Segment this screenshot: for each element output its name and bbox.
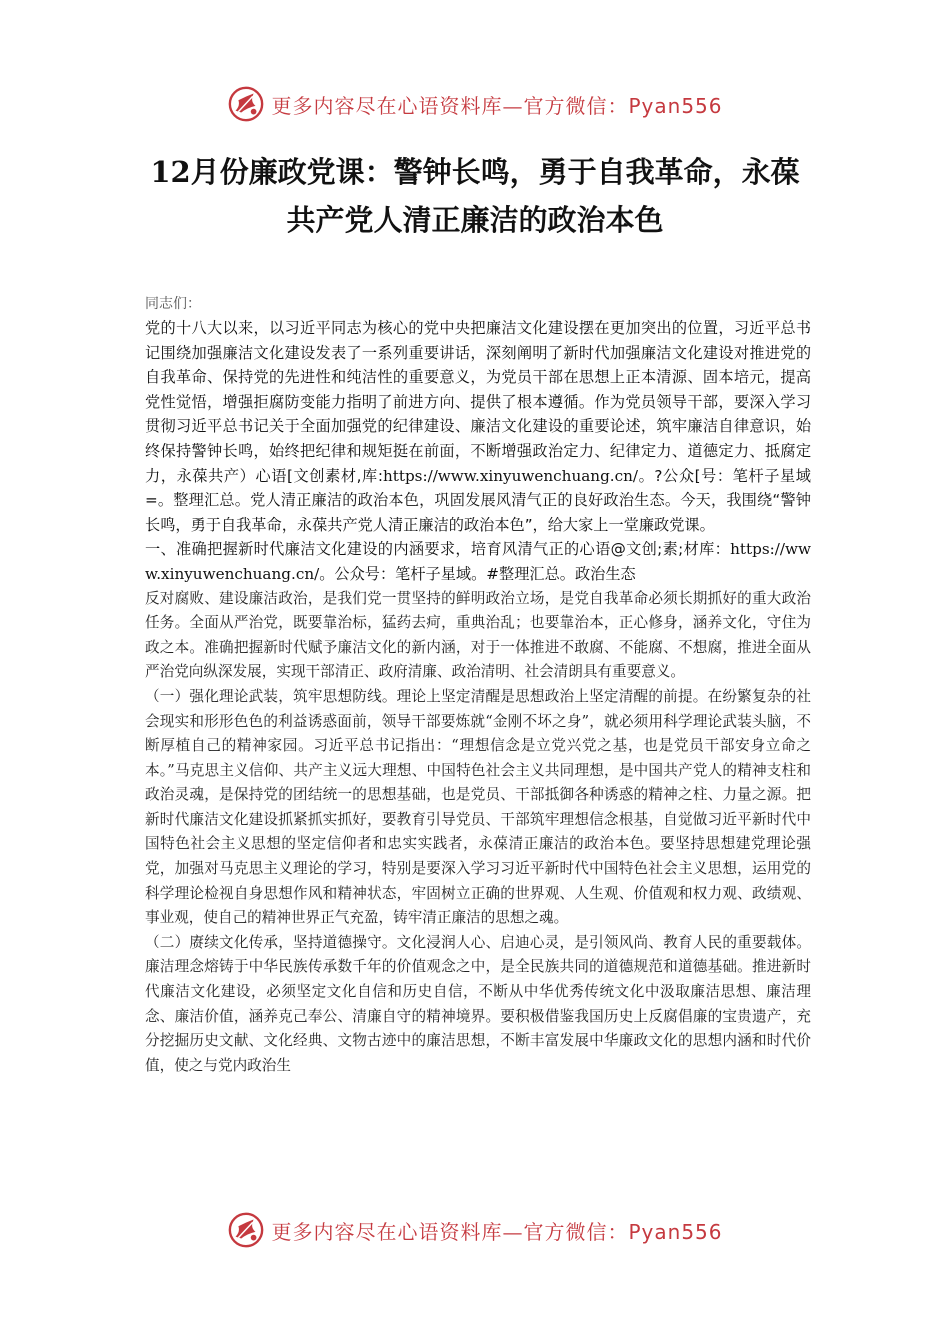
section-1-heading — [145, 537, 811, 586]
section-1-body: 反对腐败、建设廉洁政治，是我们党一贯坚持的鲜明政治立场，是党自我革命必须长期抓好的重大政治任务。全面从严治党，既要靠治标，猛药去疴，重典治乱；也要靠治本，正心修身，涵养文化，守住为政之本。准确把握新时代赋予廉洁文化的新内涵，对于一体推进不敢腐、不能腐、不想腐，推进全面从严治党向纵深发展，实现干部清正、政府清廉、政治清明、社会清朗具有重要意义。 — [145, 589, 811, 681]
intro-url-link[interactable]: https://www.xinyuwenchuang.cn/ — [382, 466, 639, 485]
subsection-one-paragraph: （一）强化理论武装，筑牢思想防线。理论上坚定清醒是思想政治上坚定清醒的前提。在纷繁复杂的社会现实和形形色色的利益诱惑面前，领导干部要炼就“金刚不坏之身”，就必须用科学理论武装头脑，不断厚植自己的精神家园。习近平总书记指出：“理想信念是立党兴党之基，也是党员干部安身立命之本。”马克思主义信仰、共产主义远大理想、中国特色社会主义共同理想，是中国共产党人的精神支柱和政治灵魂，是保持党的团结统一的思想基础，也是党员、干部抵御各种诱惑的精神之柱、力量之源。把新时代廉洁文化建设抓紧抓实抓好，要教育引导党员、干部筑牢理想信念根基，自觉做习近平新时代中国特色社会主义思想的坚定信仰者和忠实实践者，永葆清正廉洁的政治本色。要坚持思想建党理论强党，加强对马克思主义理论的学习，特别是要深入学习习近平新时代中国特色社会主义思想，运用党的科学理论检视自身思想作风和精神状态，牢固树立正确的世界观、人生观、价值观和权力观、政绩观、事业观，使自己的精神世界正气充盈，铸牢清正廉洁的思想之魂。 — [145, 687, 811, 927]
brand-logo-icon — [227, 1211, 265, 1249]
intro-text-1: 党的十八大以来，以习近平同志为核心的党中央把廉洁文化建设摆在更加突出的位置，习近平总书记围绕加强廉洁文化建设发表了一系列重要讲话，深刻阐明了新时代加强廉洁文化建设对推进党的自我革命、保持党的先进性和纯洁性的重要意义，为党员干部在思想上正本清源、固本培元，提高党性觉悟，增强拒腐防变能力指明了前进方向、提供了根本遵循。作为党员领导干部，要深入学习贯彻习近平总书记关于全面加强党的纪律建设、廉洁文化建设的重要论述，筑牢廉洁自律意识，始终保持警钟长鸣，始终把纪律和规矩挺在前面，不断增强政治定力、纪律定力、道德定力、抵腐定力，永葆共产）心语[文创素材,库: — [145, 319, 811, 485]
title-line-1: 12月份廉政党课：警钟长鸣，勇于自我革命，永葆 — [150, 155, 800, 189]
banner-wechat-id: Pyan556 — [628, 93, 723, 118]
top-watermark-banner — [0, 82, 950, 126]
banner-text: 更多内容尽在心语资料库—官方微信：Pyan556 — [271, 1219, 723, 1244]
intro-paragraph — [145, 316, 811, 537]
document-body — [145, 292, 811, 1078]
salutation: 同志们： — [145, 296, 201, 312]
banner-wechat-id: Pyan556 — [628, 1219, 723, 1244]
section-1-heading-suffix: 。公众号：笔杆子星域。#整理汇总。政治生态 — [319, 564, 636, 583]
intro-text-2: 。?公众[号：笔杆子星域=。整理汇总。党人清正廉洁的政治本色，巩固发展风清气正的良好政治生态。今天，我围绕“警钟长鸣，勇于自我革命，永葆共产党人清正廉洁的政治本色”，给大家上一堂廉政党课。 — [145, 466, 811, 534]
section-1-url-link[interactable]: https://www.xinyuwenchuang.cn/ — [145, 540, 811, 583]
banner-text: 更多内容尽在心语资料库—官方微信：Pyan556 — [271, 93, 723, 118]
brand-logo-icon — [227, 85, 265, 123]
title-line-2: 共产党人清正廉洁的政治本色 — [286, 203, 664, 237]
subsection-two-paragraph: （二）赓续文化传承，坚持道德操守。文化浸润人心、启迪心灵，是引领风尚、教育人民的重要载体。廉洁理念熔铸于中华民族传承数千年的价值观念之中，是全民族共同的道德规范和道德基础。推进新时代廉洁文化建设，必须坚定文化自信和历史自信，不断从中华优秀传统文化中汲取廉洁思想、廉洁理念、廉洁价值，涵养克己奉公、清廉自守的精神境界。要积极借鉴我国历史上反腐倡廉的宝贵遗产，充分挖掘历史文献、文化经典、文物古迹中的廉洁思想，不断丰富发展中华廉政文化的思想内涵和时代价值，使之与党内政治生 — [145, 933, 811, 1074]
bottom-watermark-banner — [0, 1208, 950, 1252]
section-1-heading-text: 一、准确把握新时代廉洁文化建设的内涵要求，培育风清气正的心语@文创;素;材库： — [145, 540, 731, 559]
document-title — [90, 148, 860, 244]
